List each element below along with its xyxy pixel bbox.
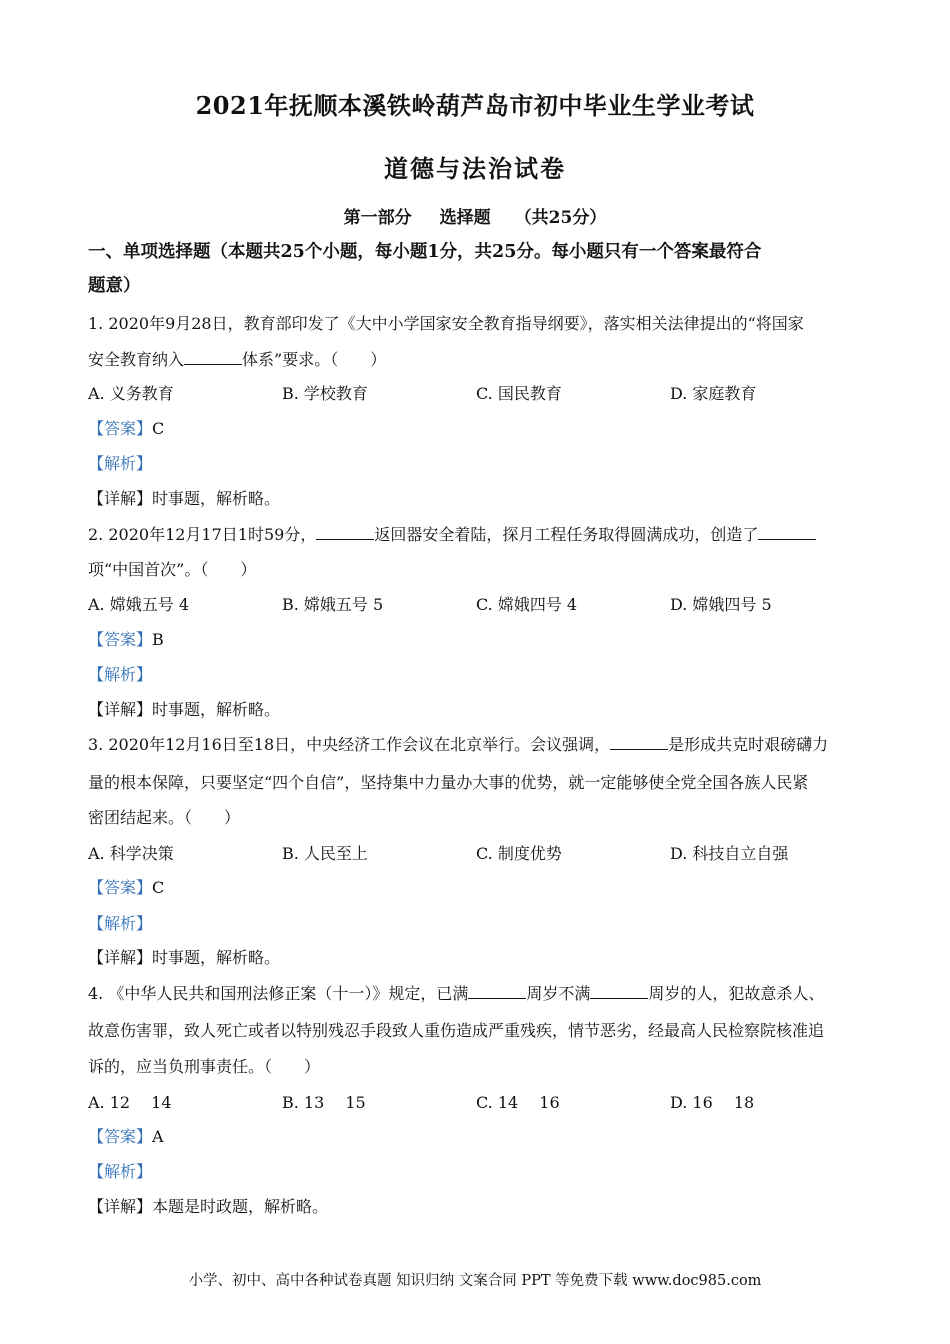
section-heading-line1: 一、单项选择题（本题共25个小题，每小题1分，共25分。每小题只有一个答案最符合 <box>88 242 762 262</box>
answer-value: C <box>152 878 165 897</box>
q3-answer <box>88 878 164 898</box>
q2-detail: 【详解】时事题，解析略。 <box>88 700 281 719</box>
q1-option-b: B. 学校教育 <box>282 384 368 403</box>
q1-analysis: 【解析】 <box>88 454 153 473</box>
answer-label: 【答案】 <box>88 419 153 438</box>
part-number: 第一部分 <box>343 208 412 228</box>
q4-answer <box>88 1127 164 1147</box>
q1-option-d: D. 家庭教育 <box>670 384 757 403</box>
q2-option-b: B. 嫦娥五号 5 <box>282 595 384 614</box>
q4-analysis: 【解析】 <box>88 1162 153 1181</box>
q2-option-d: D. 嫦娥四号 5 <box>670 595 772 614</box>
q2-stem-line1: 2. 2020年12月17日1时59分， 返回器安全着陆，探月工程任务取得圆满成功，创造了 <box>88 525 816 545</box>
q2-analysis: 【解析】 <box>88 665 153 684</box>
part-type: 选择题 <box>439 208 491 228</box>
q1-answer <box>88 419 164 439</box>
q4-detail: 【详解】本题是时政题，解析略。 <box>88 1197 329 1216</box>
section-heading-line2: 题意） <box>88 276 141 296</box>
q4-option-d: D. 16 18 <box>670 1093 755 1112</box>
q3-analysis: 【解析】 <box>88 914 153 933</box>
q2-option-a: A. 嫦娥五号 4 <box>88 595 189 614</box>
q4-stem-line1: 4. 《中华人民共和国刑法修正案（十一）》规定，已满 周岁不满 周岁的人，犯故意杀人、 <box>88 984 825 1003</box>
q3-stem-line1: 3. 2020年12月16日至18日，中央经济工作会议在北京举行。会议强调， 是形成共克时艰磅礴力 <box>88 735 829 754</box>
q3-option-d: D. 科技自立自强 <box>670 844 789 863</box>
q1-option-c: C. 国民教育 <box>476 384 562 403</box>
q4-option-b: B. 13 15 <box>282 1093 366 1112</box>
answer-blank <box>610 735 668 750</box>
part-heading <box>0 203 950 228</box>
exam-title: 2021年抚顺本溪铁岭葫芦岛市初中毕业生学业考试 <box>195 91 755 120</box>
q3-option-c: C. 制度优势 <box>476 844 562 863</box>
answer-blank <box>758 525 816 540</box>
q1-option-a: A. 义务教育 <box>88 384 174 403</box>
q4-option-a: A. 12 14 <box>88 1093 172 1112</box>
section-heading <box>88 235 868 303</box>
q1-stem-line1: 1. 2020年9月28日，教育部印发了《大中小学国家安全教育指导纲要》，落实相关法律提出的“将国家 <box>88 314 804 333</box>
q4-stem-line3: 诉的，应当负刑事责任。（ ） <box>88 1057 321 1076</box>
answer-label: 【答案】 <box>88 630 153 649</box>
part-score: （共25分） <box>514 208 607 228</box>
q3-stem-line3: 密团结起来。（ ） <box>88 808 241 827</box>
q3-stem-line2: 量的根本保障，只要坚定“四个自信”，坚持集中力量办大事的优势，就一定能够使全党全国各族人民紧 <box>88 773 809 792</box>
answer-blank <box>316 525 374 540</box>
answer-value: B <box>152 630 164 649</box>
answer-label: 【答案】 <box>88 878 153 897</box>
answer-label: 【答案】 <box>88 1127 153 1146</box>
q3-detail: 【详解】时事题，解析略。 <box>88 948 281 967</box>
q2-answer <box>88 630 164 650</box>
answer-value: C <box>152 419 165 438</box>
q2-stem-line2: 项“中国首次”。（ ） <box>88 560 257 579</box>
answer-blank <box>590 984 648 999</box>
exam-subtitle: 道德与法治试卷 <box>384 154 566 183</box>
q3-option-a: A. 科学决策 <box>88 844 174 863</box>
answer-blank <box>468 984 526 999</box>
q4-option-c: C. 14 16 <box>476 1093 560 1112</box>
answer-blank <box>184 350 242 365</box>
page-footer: 小学、初中、高中各种试卷真题 知识归纳 文案合同 PPT 等免费下载 www.doc985.com <box>188 1273 762 1289</box>
answer-value: A <box>152 1127 164 1146</box>
q3-option-b: B. 人民至上 <box>282 844 368 863</box>
q1-stem-line2: 安全教育纳入 体系”要求。（ ） <box>88 350 387 369</box>
q1-detail: 【详解】时事题，解析略。 <box>88 489 281 508</box>
q4-stem-line2: 故意伤害罪，致人死亡或者以特别残忍手段致人重伤造成严重残疾，情节恶劣，经最高人民检察院核准追 <box>88 1021 825 1040</box>
q2-option-c: C. 嫦娥四号 4 <box>476 595 578 614</box>
